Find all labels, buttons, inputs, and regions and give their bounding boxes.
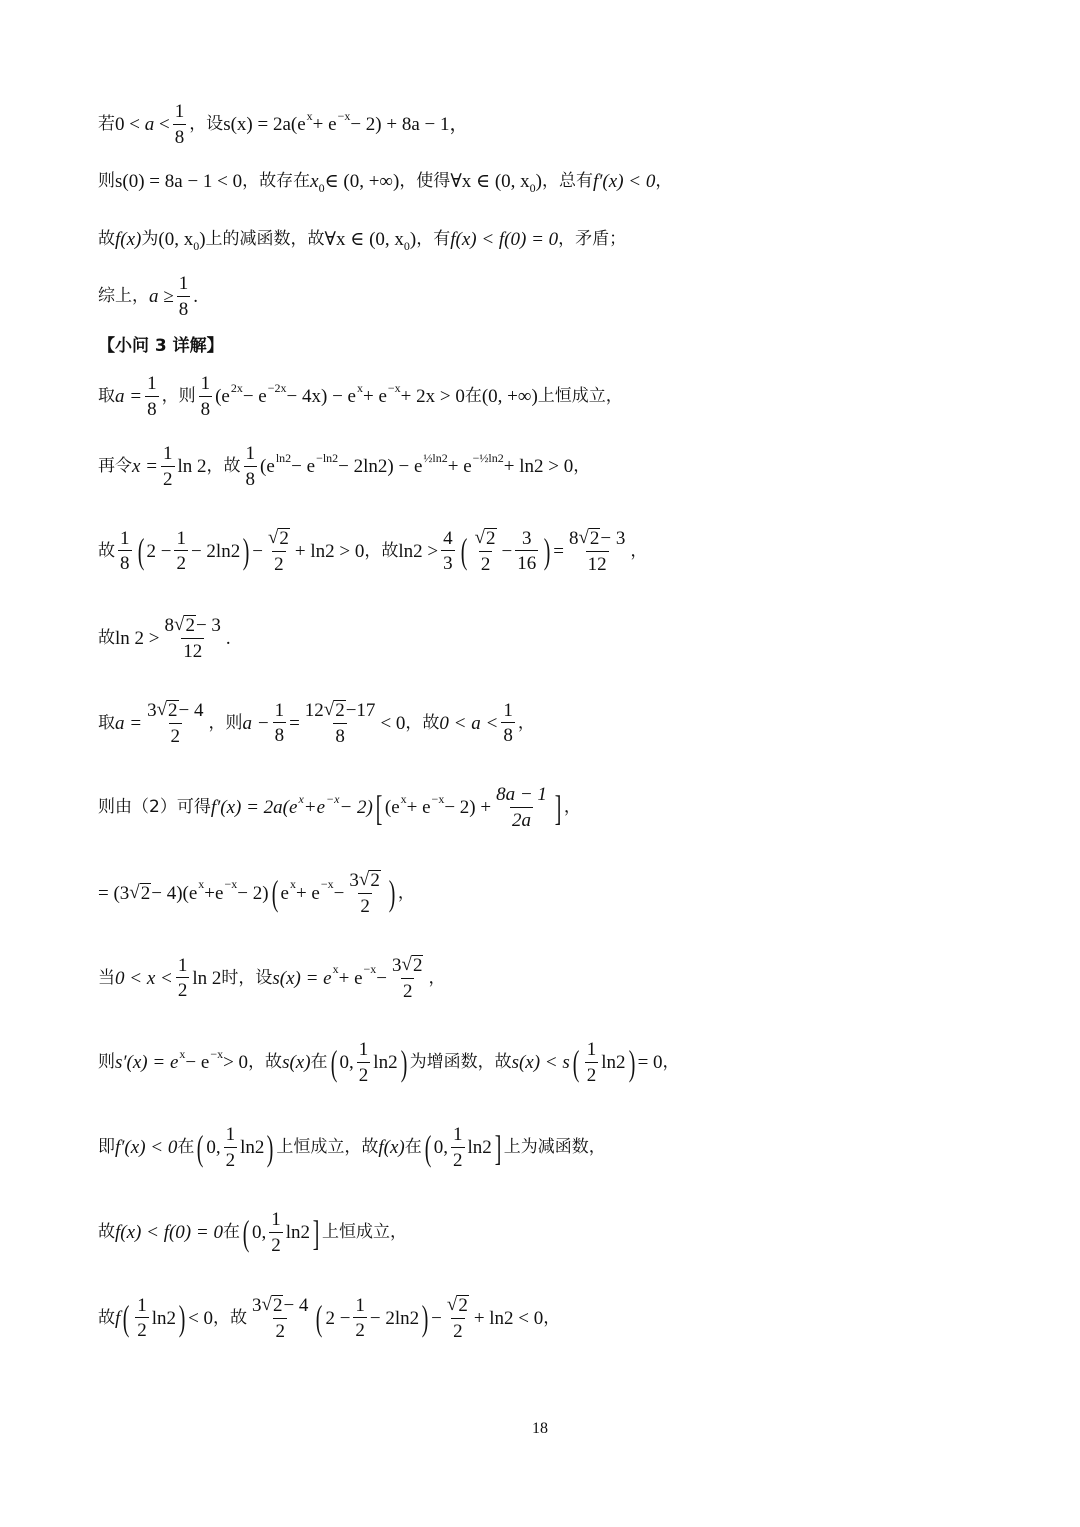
text: 综上， [98,286,149,307]
fraction: $\frac{1}{2}$ [163,443,173,490]
text: 取 [98,712,115,733]
text: 取 [98,386,115,407]
math: a ≥ [149,286,174,308]
fraction: 1 2 [137,1294,147,1342]
text: 若 [98,114,115,135]
text: 上为减函数， [503,1137,606,1158]
math: f(x) [115,229,142,250]
math: a [144,114,155,136]
math: s(x) = e x + e −x − [272,962,388,989]
fraction: 1 2 [225,1124,236,1171]
math: ln 2 [177,456,207,478]
fraction: 1 8 [503,699,513,747]
text: ，故存在 [242,171,311,191]
text: ，使得 [399,171,451,191]
math-line-14: 则 s′(x) = e x − e −x > 0 ，故 s(x) 在 ( 0, 1 2 ln2 ) 为增函数，故 s(x) < s ( 1 2 ln2 ) = 0 ， [98,1039,680,1086]
fraction: 12 √ 2 −17 8 [304,699,376,747]
text: 时，设 [221,967,273,988]
fraction: 3 √ 2 − 4 2 [147,699,204,747]
text: 故 [98,1222,115,1243]
math: 0 [115,114,125,136]
math-line-3: 故 f(x) 为 (0, x 0 ) 上的减函数，故 ∀x ∈ (0, x 0 ) ，有 f(x) < f(0) = 0 ，矛盾； [98,229,627,253]
fraction: $\frac{1}{2}$ [355,1294,365,1342]
math-line-13: 当 0 < x < 1 2 ln 2 时，设 s(x) = e x + e −x − 3 √ 2 2 ， [98,954,446,1002]
fraction: $\frac{8a - 1}{2a}$ [496,784,547,831]
text: 则由（2）可得 [98,797,211,818]
fraction: $\frac{1}{8}$ [178,273,189,320]
math: e x + e −x − [280,877,345,904]
fraction: 1 8 [200,373,211,420]
fraction: √ 2 2 [446,1294,468,1342]
math: (e x + e −x − 2) + [384,791,492,819]
fraction: $\frac{1}{2}$ [176,527,186,575]
fraction: 1 2 [177,954,188,1002]
math-line-7 [98,444,590,490]
text: 在 [404,1137,422,1158]
math: s(x) = 2a(e x + e −x − 2) + 8a − 1， [223,108,469,136]
text: ，故 [248,1052,283,1073]
math-line-15: 即 f′(x) < 0 在 ( 0, 1 2 ln2 ) 上恒成立，故 f(x) 在 ( 0, 1 2 ln2 ] 上为减函数， [98,1124,606,1171]
math-line-10: 取 a = 3 √ 2 − 4 2 ，则 a − $\frac{1}{8}$ = 12 √ 2 −17 8 < 0 ，故 0 < a < 1 8 ， [98,699,535,747]
math-line-12: = (3 √ 2 − 4)(e x +e −x − 2) ( e x + e −x − 3 √ 2 2 ) ， [98,869,415,917]
math-line-9: 故 ln 2 > 8 √ 2 − 3 12 . [98,614,231,662]
math-line-8: 故 1 8 ( 2 − $\frac{1}{2}$ − 2ln2 ) − √ 2 2 + ln2 > 0 ，故 ln2 > 4 3 ( √ 2 2 − $\frac{3}{16}$ ) = 8 √ 2 − 3 12 ， [98,527,648,575]
math-line-1 [98,102,469,148]
text: 上恒成立， [537,386,623,407]
math-line-4: 综上， a ≥ $\frac{1}{8}$ . [98,273,198,320]
fraction: 1 2 [271,1209,281,1256]
text: ，故 [405,712,440,733]
text: 上恒成立，故 [276,1137,379,1158]
math-line-17: 故 f ( 1 2 ln2 ) < 0 ，故 3 √ 2 − 4 2 ( 2 − $\frac{1}{2}$ − 2ln2 ) − √ 2 2 + ln2 < 0 ， [98,1294,561,1342]
math: f′(x) < 0 [593,171,656,192]
text: 在 [222,1222,240,1243]
math: f′(x) = 2a(e x +e −x − 2) [210,791,373,819]
math-line-16: 故 f(x) < f(0) = 0 在 ( 0, 1 2 ln2 ] 上恒成立， [98,1209,407,1256]
math: < [158,114,170,136]
fraction: 8 √ 2 − 3 12 [568,527,626,575]
text: ，总有 [542,171,593,191]
fraction: 1 8 [245,443,256,490]
math: < [129,114,140,136]
math: (e 2x − e −2x − 4x) − e x + e −x + 2x > 0 [215,380,465,408]
math: a = [115,386,143,408]
text: 故 [98,540,115,561]
math: f(x) < f(0) = 0 [450,229,559,250]
fraction: $\frac{1}{8}$ [274,699,285,747]
fraction: 3 √ 2 − 4 2 [252,1294,309,1342]
math: s′(x) = e x − e −x > 0 [115,1046,249,1074]
text: 故 [98,1307,115,1328]
text: 为增函数，故 [409,1052,512,1073]
text: 则 [98,171,115,191]
text: ，故 [364,540,399,561]
math: (0, x [158,229,194,250]
fraction: 1 2 [453,1124,463,1171]
text: ， [655,171,673,191]
math-line-6 [98,374,623,420]
fraction: $\frac{3}{16}$ [517,527,537,575]
math: ∀x ∈ (0, x [324,229,404,250]
fraction: √ 2 2 [474,527,496,575]
text: 在 [464,386,482,407]
text: ，故 [213,1307,248,1328]
text: ，则 [208,712,243,733]
math: (e ln2 − e −ln2 − 2ln2) − e ½ln2 + e −½ln2 + ln2 > 0 [260,450,574,478]
text: ，矛盾； [558,229,627,249]
math: ∀x ∈ (0, x [450,171,530,192]
text: 在 [177,1137,195,1158]
text: 为 [141,229,159,249]
fraction: 3 √ 2 2 [392,954,423,1002]
fraction: 1 8 [174,101,185,148]
fraction: 1 2 [358,1039,369,1086]
fraction: 8 √ 2 − 3 12 [164,614,221,662]
text: ，设 [189,114,224,135]
math-line-2: 则 s(0) = 8a − 1 < 0 ，故存在 x 0 ∈ (0, +∞) ，使得 ∀x ∈ (0, x 0 ) ，总有 f′(x) < 0 ， [98,171,673,195]
math: x = [132,456,159,478]
page-number: 18 [532,1420,548,1437]
text: 故 [98,627,115,648]
math: x [310,171,319,192]
section-heading: 【小问 3 详解】 [98,336,224,356]
fraction: 4 3 [443,527,453,575]
text: 即 [98,1137,115,1158]
text: 上的减函数，故 [205,229,325,249]
fraction: 1 2 [586,1039,597,1086]
math-line-11: 则由（2）可得 f′(x) = 2a(e x +e −x − 2) [ (e x + e −x − 2) + $\frac{8a - 1}{2a}$ ] ， [98,784,581,831]
text: ，故 [206,456,241,477]
math: s(0) = 8a − 1 < 0 [115,171,243,192]
fraction: $\frac{1}{8}$ [147,373,157,420]
math: (0, +∞) [481,386,538,408]
text: 上恒成立， [321,1222,407,1243]
text: ， [573,456,591,477]
math: = (3 √ 2 − 4)(e x +e −x − 2) [98,877,269,905]
text: 故 [98,229,115,249]
text: ，有 [416,229,451,249]
text: 在 [310,1052,328,1073]
text: 则 [98,1052,115,1073]
text: ，则 [161,386,196,407]
text: 当 [98,967,115,988]
fraction: 1 8 [120,527,130,575]
text: 再令 [98,456,132,477]
fraction: 3 √ 2 2 [349,869,380,917]
fraction: √ 2 2 [267,527,289,575]
